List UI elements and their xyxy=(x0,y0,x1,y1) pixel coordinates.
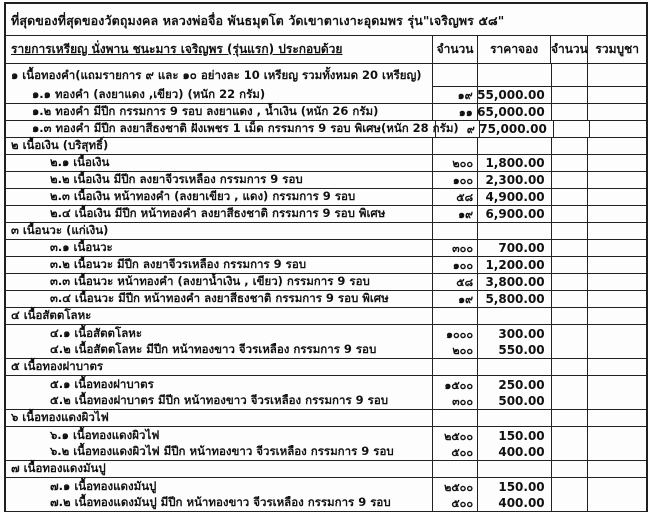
item-quantity-made: ๓๐๐ xyxy=(432,393,477,410)
item-order-quantity xyxy=(551,308,588,325)
item-total-offering xyxy=(587,223,646,240)
item-description: ๖ เนื้อทองแดงผิวไฟ xyxy=(6,410,432,427)
item-order-quantity xyxy=(551,172,588,189)
item-order-quantity xyxy=(551,240,588,257)
item-description: ๗.๒ เนื้อทองแดงมันปู มีปีก หน้าทองขาว จีวรเหลือง กรรมการ 9 รอบ xyxy=(6,495,432,512)
item-order-quantity xyxy=(551,461,588,478)
item-booking-price: 500.00 xyxy=(477,393,551,410)
item-quantity-made: ๑๐๐๐ xyxy=(432,325,477,342)
item-description: ๕.๑ เนื้อทองฝาบาตร xyxy=(50,376,154,391)
item-description: ๒.๒ เนื้อเงิน มีปีก ลงยาจีวรเหลือง กรรมการ 9 รอบ xyxy=(6,172,432,189)
item-description: ๓.๒ เนื้อนวะ มีปีก ลงยาจีวรเหลือง กรรมการ 9 รอบ xyxy=(6,257,432,274)
item-total-offering xyxy=(587,189,646,206)
table-row xyxy=(6,257,646,274)
item-order-quantity xyxy=(551,87,588,104)
item-description: ๗ เนื้อทองแดงมันปู xyxy=(6,461,432,478)
item-description: ๑.๒ ทองคำ มีปีก กรรมการ 9 รอบ ลงยาแดง , น้ำเงิน (หนัก 26 กรัม) xyxy=(6,104,432,121)
item-order-quantity xyxy=(551,257,588,274)
item-booking-price: 2,300.00 xyxy=(477,172,551,189)
title-row xyxy=(6,4,646,36)
item-total-offering xyxy=(589,121,646,138)
item-booking-price: 250.00 xyxy=(477,376,551,393)
item-description: ๓.๔ เนื้อนวะ มีปีก หน้าทองคำ ลงยาสีธงชาติ กรรมการ 9 รอบ พิเศษ xyxy=(6,291,432,308)
item-description: ๒.๓ เนื้อเงิน หน้าทองคำ (ลงยาเขียว , แดง) กรรมการ 9 รอบ xyxy=(6,189,432,206)
table-row xyxy=(6,240,646,257)
item-total-offering xyxy=(587,87,646,104)
table-row xyxy=(6,495,646,512)
item-quantity-made: ๒๕๐๐ xyxy=(432,427,477,444)
item-booking-price xyxy=(477,359,551,376)
item-booking-price: 400.00 xyxy=(477,495,551,512)
item-total-offering xyxy=(587,359,646,376)
item-quantity-made: ๒๐๐ xyxy=(432,342,477,359)
item-total-offering xyxy=(587,206,646,223)
item-quantity-made: ๒๕๐๐ xyxy=(432,478,477,495)
item-quantity-made xyxy=(432,410,477,427)
item-description: ๖.๒ เนื้อทองแดงผิวไฟ มีปีก หน้าทองขาว จีวรเหลือง กรรมการ 9 รอบ xyxy=(6,444,432,461)
item-quantity-made xyxy=(432,461,477,478)
column-header-row xyxy=(6,36,646,64)
item-order-quantity xyxy=(551,138,588,155)
item-total-offering xyxy=(587,342,646,359)
item-order-quantity xyxy=(551,495,588,512)
item-order-quantity xyxy=(551,189,588,206)
item-total-offering xyxy=(587,495,646,512)
item-total-offering xyxy=(587,155,646,172)
item-order-quantity xyxy=(551,223,588,240)
item-order-quantity xyxy=(551,206,588,223)
table-row xyxy=(6,359,646,376)
item-booking-price xyxy=(477,223,551,240)
item-order-quantity xyxy=(551,325,588,342)
table-row xyxy=(6,223,646,240)
item-total-offering xyxy=(587,274,646,291)
item-total-offering xyxy=(587,427,646,444)
item-booking-price: 1,800.00 xyxy=(477,155,551,172)
item-order-quantity xyxy=(551,478,588,495)
table-row xyxy=(6,274,646,291)
column-header-quantity: จำนวน xyxy=(432,36,477,64)
item-order-quantity xyxy=(551,155,588,172)
item-total-offering xyxy=(587,410,646,427)
table-row xyxy=(6,427,646,444)
item-order-quantity xyxy=(551,291,588,308)
table-row xyxy=(6,206,646,223)
table-row xyxy=(6,308,646,325)
item-description: ๒ เนื้อเงิน (บริสุทธิ์) xyxy=(6,138,432,155)
item-total-offering xyxy=(587,308,646,325)
table-row xyxy=(6,64,646,87)
item-booking-price: 1,200.00 xyxy=(477,257,551,274)
item-order-quantity xyxy=(551,342,588,359)
item-description: ๑.๑ ทองคำ (ลงยาแดง ,เขียว) (หนัก 22 กรัม) xyxy=(6,87,432,104)
item-booking-price: 700.00 xyxy=(477,240,551,257)
column-header-booking-price: ราคาจอง xyxy=(477,36,551,64)
column-header-total-offering: รวมบูชา xyxy=(587,36,646,64)
item-quantity-made: ๑๕๐๐ xyxy=(432,376,477,393)
table-row xyxy=(6,342,646,359)
item-quantity-made xyxy=(432,308,477,325)
table-row xyxy=(6,376,646,393)
table-rows xyxy=(6,64,646,512)
item-total-offering xyxy=(587,325,646,342)
item-total-offering xyxy=(587,393,646,410)
item-booking-price: 150.00 xyxy=(477,478,551,495)
item-quantity-made: ๑๐๐ xyxy=(432,172,477,189)
item-order-quantity xyxy=(551,64,588,87)
item-description: ๔.๒ เนื้อสัตตโลหะ มีปีก หน้าทองขาว จีวรเหลือง กรรมการ 9 รอบ xyxy=(6,342,432,359)
item-order-quantity xyxy=(551,393,588,410)
item-quantity-made: ๕๐๐ xyxy=(432,495,477,512)
price-table xyxy=(4,2,648,512)
item-order-quantity xyxy=(551,104,588,121)
item-order-quantity xyxy=(551,274,588,291)
item-total-offering xyxy=(587,138,646,155)
item-total-offering xyxy=(587,461,646,478)
item-description: ๕.๒ เนื้อทองฝาบาตร มีปีก หน้าทองขาว จีวรเหลือง กรรมการ 9 รอบ xyxy=(6,393,432,410)
item-booking-price: 550.00 xyxy=(477,342,551,359)
item-total-offering xyxy=(587,104,646,121)
item-quantity-made: ๒๐๐ xyxy=(432,155,477,172)
table-row xyxy=(6,138,646,155)
item-quantity-made: ๑๙ xyxy=(432,87,477,104)
item-quantity-made: ๑๑ xyxy=(432,104,477,121)
item-order-quantity xyxy=(553,121,589,138)
item-booking-price xyxy=(477,138,551,155)
item-quantity-made xyxy=(432,359,477,376)
table-row xyxy=(6,104,646,121)
item-description: ๒.๔ เนื้อเงิน มีปีก หน้าทองคำ ลงยาสีธงชาติ กรรมการ 9 รอบ พิเศษ xyxy=(6,206,432,223)
item-booking-price xyxy=(477,461,551,478)
item-quantity-made xyxy=(432,223,477,240)
item-description: ๓.๑ เนื้อนวะ xyxy=(6,240,432,257)
item-quantity-made: ๑๐๐ xyxy=(432,257,477,274)
item-total-offering xyxy=(587,64,646,87)
item-order-quantity xyxy=(551,444,588,461)
item-booking-price: 55,000.00 xyxy=(477,87,551,104)
table-row xyxy=(6,121,646,138)
item-booking-price: 4,900.00 xyxy=(477,189,551,206)
item-description: ๗.๑ เนื้อทองแดงมันปู xyxy=(50,478,157,493)
item-description: ๖.๑ เนื้อทองแดงผิวไฟ xyxy=(50,427,160,442)
item-total-offering xyxy=(587,478,646,495)
item-quantity-made: ๕๘ xyxy=(432,274,477,291)
item-order-quantity xyxy=(551,359,588,376)
item-booking-price: 400.00 xyxy=(477,444,551,461)
column-header-items xyxy=(6,36,432,64)
item-total-offering xyxy=(587,172,646,189)
item-quantity-made: ๓๐๐ xyxy=(432,240,477,257)
item-description: ๑ เนื้อทองคำ(แถมรายการ ๙ และ ๑๐ อย่างละ 10 เหรียญ รวมทั้งหมด 20 เหรียญ) xyxy=(11,68,422,82)
item-total-offering xyxy=(587,376,646,393)
item-booking-price xyxy=(477,64,551,87)
table-row xyxy=(6,325,646,342)
item-order-quantity xyxy=(551,376,588,393)
item-description: ๒.๑ เนื้อเงิน xyxy=(6,155,432,172)
document-title: ที่สุดของที่สุดของวัตถุมงคล หลวงพ่อจื่อ พันธมุตโต วัดเขาตาเงาะอุดมพร รุ่น"เจริญพร ๕๘" xyxy=(11,13,505,28)
item-quantity-made: ๙ xyxy=(435,121,479,138)
table-row xyxy=(6,393,646,410)
item-total-offering xyxy=(587,444,646,461)
table-row xyxy=(6,155,646,172)
table-row xyxy=(6,189,646,206)
item-booking-price xyxy=(477,410,551,427)
table-row xyxy=(6,410,646,427)
table-row xyxy=(6,87,646,104)
item-booking-price xyxy=(477,308,551,325)
table-row xyxy=(6,444,646,461)
item-quantity-made xyxy=(432,64,477,87)
title-cell xyxy=(6,4,646,36)
item-quantity-made: ๕๘ xyxy=(432,189,477,206)
item-booking-price: 75,000.00 xyxy=(479,121,553,138)
item-description: ๑.๓ ทองคำ มีปีก ลงยาสีธงชาติ ฝังเพชร 1 เม็ด กรรมการ 9 รอบ พิเศษ(หนัก 28 กรัม) xyxy=(6,121,435,138)
item-description: ๕ เนื้อทองฝาบาตร xyxy=(6,359,432,376)
item-booking-price: 3,800.00 xyxy=(477,274,551,291)
item-quantity-made: ๕๐๐ xyxy=(432,444,477,461)
column-header-order-quantity: จำนวน xyxy=(550,36,587,64)
table-row xyxy=(6,291,646,308)
item-booking-price: 150.00 xyxy=(477,427,551,444)
item-quantity-made: ๑๙ xyxy=(432,206,477,223)
item-description: ๓.๓ เนื้อนวะ หน้าทองคำ (ลงยาน้ำเงิน , เขียว) กรรมการ 9 รอบ xyxy=(6,274,432,291)
table-row xyxy=(6,478,646,495)
item-order-quantity xyxy=(551,427,588,444)
items-list-label: รายการเหรียญ นั่งพาน ชนะมาร เจริญพร (รุ่นแรก) ประกอบด้วย xyxy=(11,42,343,56)
table-row xyxy=(6,461,646,478)
item-booking-price: 300.00 xyxy=(477,325,551,342)
item-quantity-made xyxy=(432,138,477,155)
item-total-offering xyxy=(587,257,646,274)
item-total-offering xyxy=(587,240,646,257)
item-description: ๔ เนื้อสัตตโลหะ xyxy=(6,308,432,325)
item-description: ๔.๑ เนื้อสัตตโลหะ xyxy=(50,325,143,340)
table-row xyxy=(6,172,646,189)
item-booking-price: 65,000.00 xyxy=(477,104,551,121)
item-total-offering xyxy=(587,291,646,308)
item-order-quantity xyxy=(551,410,588,427)
item-description: ๓ เนื้อนวะ (แก่เงิน) xyxy=(6,223,432,240)
item-booking-price: 6,900.00 xyxy=(477,206,551,223)
item-booking-price: 5,800.00 xyxy=(477,291,551,308)
item-quantity-made: ๑๙ xyxy=(432,291,477,308)
